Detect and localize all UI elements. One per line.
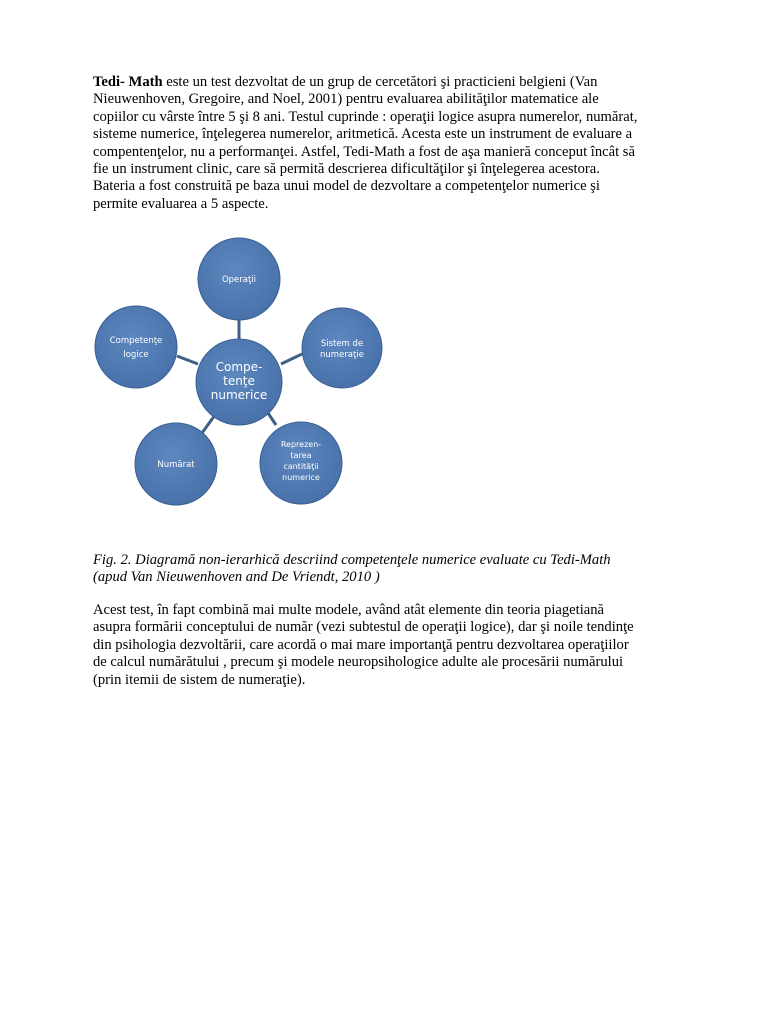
test-name-bold: Tedi- Math — [93, 74, 163, 90]
center-label: tenţe — [223, 374, 255, 388]
node-label: Sistem de — [320, 339, 364, 349]
paragraph-line: Acest test, în fapt combină mai multe modele, având atât elemente din teoria piagetiană — [93, 602, 604, 618]
node-competente-numerice-center — [196, 339, 282, 425]
node-label: Operaţii — [221, 275, 257, 285]
node-label: Numărat — [157, 460, 195, 470]
paragraph-line: din psihologia dezvoltării, care acordă o mai mare importanţă pentru dezvoltarea operaţiilor — [93, 636, 629, 653]
connector-right — [281, 354, 302, 364]
connector-left — [177, 356, 198, 364]
paragraph-line: sisteme numerice, înţelegerea numerelor, aritmetică. Acesta este un instrument de evaluare a — [93, 126, 633, 143]
node-reprezentarea-cantitatii-numerice — [260, 422, 342, 504]
second-paragraph — [93, 602, 683, 689]
node-label: cantităţii — [283, 462, 319, 471]
paragraph-line: copiilor cu vârste între 5 şi 8 ani. Testul cuprinde : operaţii logice asupra numerelor, numărat, — [93, 108, 638, 125]
figure-caption — [93, 552, 683, 587]
node-label: numerice — [282, 473, 320, 482]
paragraph-line: fie un instrument clinic, care să permită descrierea dificultăţilor şi înţelegerea acestora. — [93, 161, 600, 178]
paragraph-line: asupra formării conceptului de număr (vezi subtestul de operaţii logice), dar şi noile tendinţe — [93, 619, 634, 636]
paragraph-line: Nieuwenhoven, Gregoire, and Noel, 2001) pentru evaluarea abilităţilor matematice ale — [93, 91, 599, 108]
node-operatii — [198, 238, 280, 320]
paragraph-line: compentenţelor, nu a performanţei. Astfel, Tedi-Math a fost de aşa manieră conceput încât să — [93, 143, 635, 160]
caption-line: Fig. 2. Diagramă non-ierarhică descriind competenţele numerice evaluate cu Tedi-Math — [93, 552, 611, 568]
paragraph-line: Bateria a fost construită pe baza unui model de dezvoltare a competenţelor numerice şi — [93, 178, 600, 195]
intro-paragraph — [93, 74, 683, 213]
competence-diagram — [80, 235, 410, 515]
node-label: logice — [123, 350, 149, 360]
node-label: tarea — [290, 451, 312, 460]
node-numarat — [135, 423, 217, 505]
connector-bottom-left — [202, 415, 215, 433]
center-label: numerice — [210, 388, 268, 402]
caption-line: (apud Van Nieuwenhoven and De Vriendt, 2010 ) — [93, 569, 380, 586]
node-circle — [95, 306, 177, 388]
paragraph-line: (prin itemii de sistem de numeraţie). — [93, 671, 306, 688]
paragraph-line: de calcul numărătului , precum şi modele neuropsihologice adulte ale procesării numărului — [93, 654, 624, 671]
node-label: Competenţe — [109, 336, 163, 346]
center-label: Compe- — [215, 360, 263, 374]
node-label: Reprezen- — [280, 440, 322, 449]
paragraph-line: Tedi- Math este un test dezvoltat de un grup de cercetători şi practicieni belgieni (Van — [93, 74, 598, 90]
node-competente-logice — [95, 306, 177, 388]
node-label: numeraţie — [320, 350, 364, 360]
node-sistem-de-numeratie — [302, 308, 382, 388]
connector-bottom-right — [268, 413, 276, 425]
paragraph-line: permite evaluarea a 5 aspecte. — [93, 195, 269, 212]
